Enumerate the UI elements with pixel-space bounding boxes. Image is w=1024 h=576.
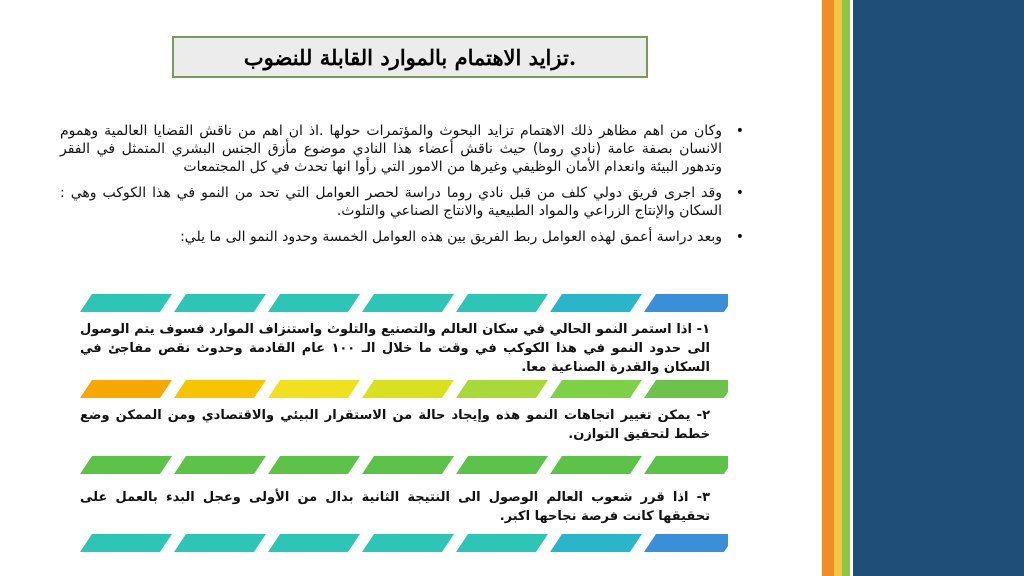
divider-segment: [362, 456, 454, 474]
divider-segment: [174, 456, 266, 474]
bullet-item-3: • وبعد دراسة أعمق لهذه العوامل ربط الفريق بين هذه العوامل الخمسة وحدود النمو الى ما يلي:: [60, 228, 750, 246]
divider-segment: [550, 456, 642, 474]
stripe-yellow: [834, 0, 842, 576]
divider-bar-row-1: [80, 294, 728, 312]
divider-segment: [644, 380, 728, 398]
divider-segment: [268, 534, 360, 552]
slide-title: تزايد الاهتمام بالموارد القابلة للنضوب.: [243, 44, 577, 70]
divider-bars-svg: [80, 456, 728, 474]
divider-segment: [644, 534, 728, 552]
stripe-green: [842, 0, 850, 576]
divider-segment: [456, 456, 548, 474]
divider-bar-row-3: [80, 456, 728, 474]
divider-segment: [174, 294, 266, 312]
divider-segment: [456, 294, 548, 312]
decorative-side-panel: [822, 0, 1024, 576]
divider-segment: [456, 534, 548, 552]
divider-segment: [550, 380, 642, 398]
divider-bars-svg: [80, 534, 728, 552]
numbered-point-1: ١- اذا استمر النمو الحالي في سكان العالم والتصنيع والتلوث واستنزاف الموارد فسوف يتم الوصول الى حدود النمو في هذا الكوكب في وقت ما خلال الـ ١٠٠ عام القادمة وحدوث نقص مفاجئ في السكان والقدرة الصناعية معا.: [80, 322, 710, 375]
divider-segment: [80, 456, 172, 474]
stripe-orange: [822, 0, 834, 576]
divider-segment: [80, 294, 172, 312]
divider-segment: [80, 534, 172, 552]
divider-segment: [174, 534, 266, 552]
bullet-item-1: • وكان من اهم مظاهر ذلك الاهتمام تزايد البحوث والمؤتمرات حولها .اذ ان اهم من ناقش القضايا العالمية وهموم الانسان بصفة عامة (نادي روما) حيث ناقش أعضاء هذا النادي موضوع مأزق الجنس البشري المتمثل في الفقر وتدهور البيئة وانعدام الأمان الوظيفي وغيرها من الامور التي رأوا انها تحدث في كل المجتمعات: [60, 122, 750, 176]
divider-bars-svg: [80, 380, 728, 398]
divider-bar-row-4: [80, 534, 728, 552]
numbered-point-2: ٢- يمكن تغيير اتجاهات النمو هذه وإيجاد حالة من الاستقرار البيئي والاقتصادي ومن الممكن وضع خطط لتحقيق التوازن.: [80, 408, 710, 442]
slide-title-box: [172, 36, 648, 78]
numbered-point-3: ٣- اذا قرر شعوب العالم الوصول الى النتيجة الثانية بدال من الأولى وعجل البدء بالعمل على تحقيقها كانت فرصة نجاحها اكبر.: [80, 490, 710, 524]
divider-segment: [456, 380, 548, 398]
divider-segment: [362, 380, 454, 398]
divider-segment: [268, 380, 360, 398]
divider-segment: [268, 456, 360, 474]
divider-segment: [362, 294, 454, 312]
navy-block: [853, 0, 1024, 576]
divider-segment: [644, 456, 728, 474]
divider-segment: [80, 380, 172, 398]
divider-bars-svg: [80, 294, 728, 312]
divider-segment: [550, 534, 642, 552]
divider-segment: [550, 294, 642, 312]
divider-segment: [174, 380, 266, 398]
divider-segment: [268, 294, 360, 312]
bullet-item-2: • وقد اجرى فريق دولي كلف من قبل نادي روما دراسة لحصر العوامل التي تحد من النمو في هذا الكوكب وهي : السكان والإنتاج الزراعي والمواد الطبيعية والانتاج الصناعي والتلوث.: [60, 184, 750, 220]
bullet-list: [60, 122, 750, 254]
divider-bar-row-2: [80, 380, 728, 398]
divider-segment: [362, 534, 454, 552]
divider-segment: [644, 294, 728, 312]
